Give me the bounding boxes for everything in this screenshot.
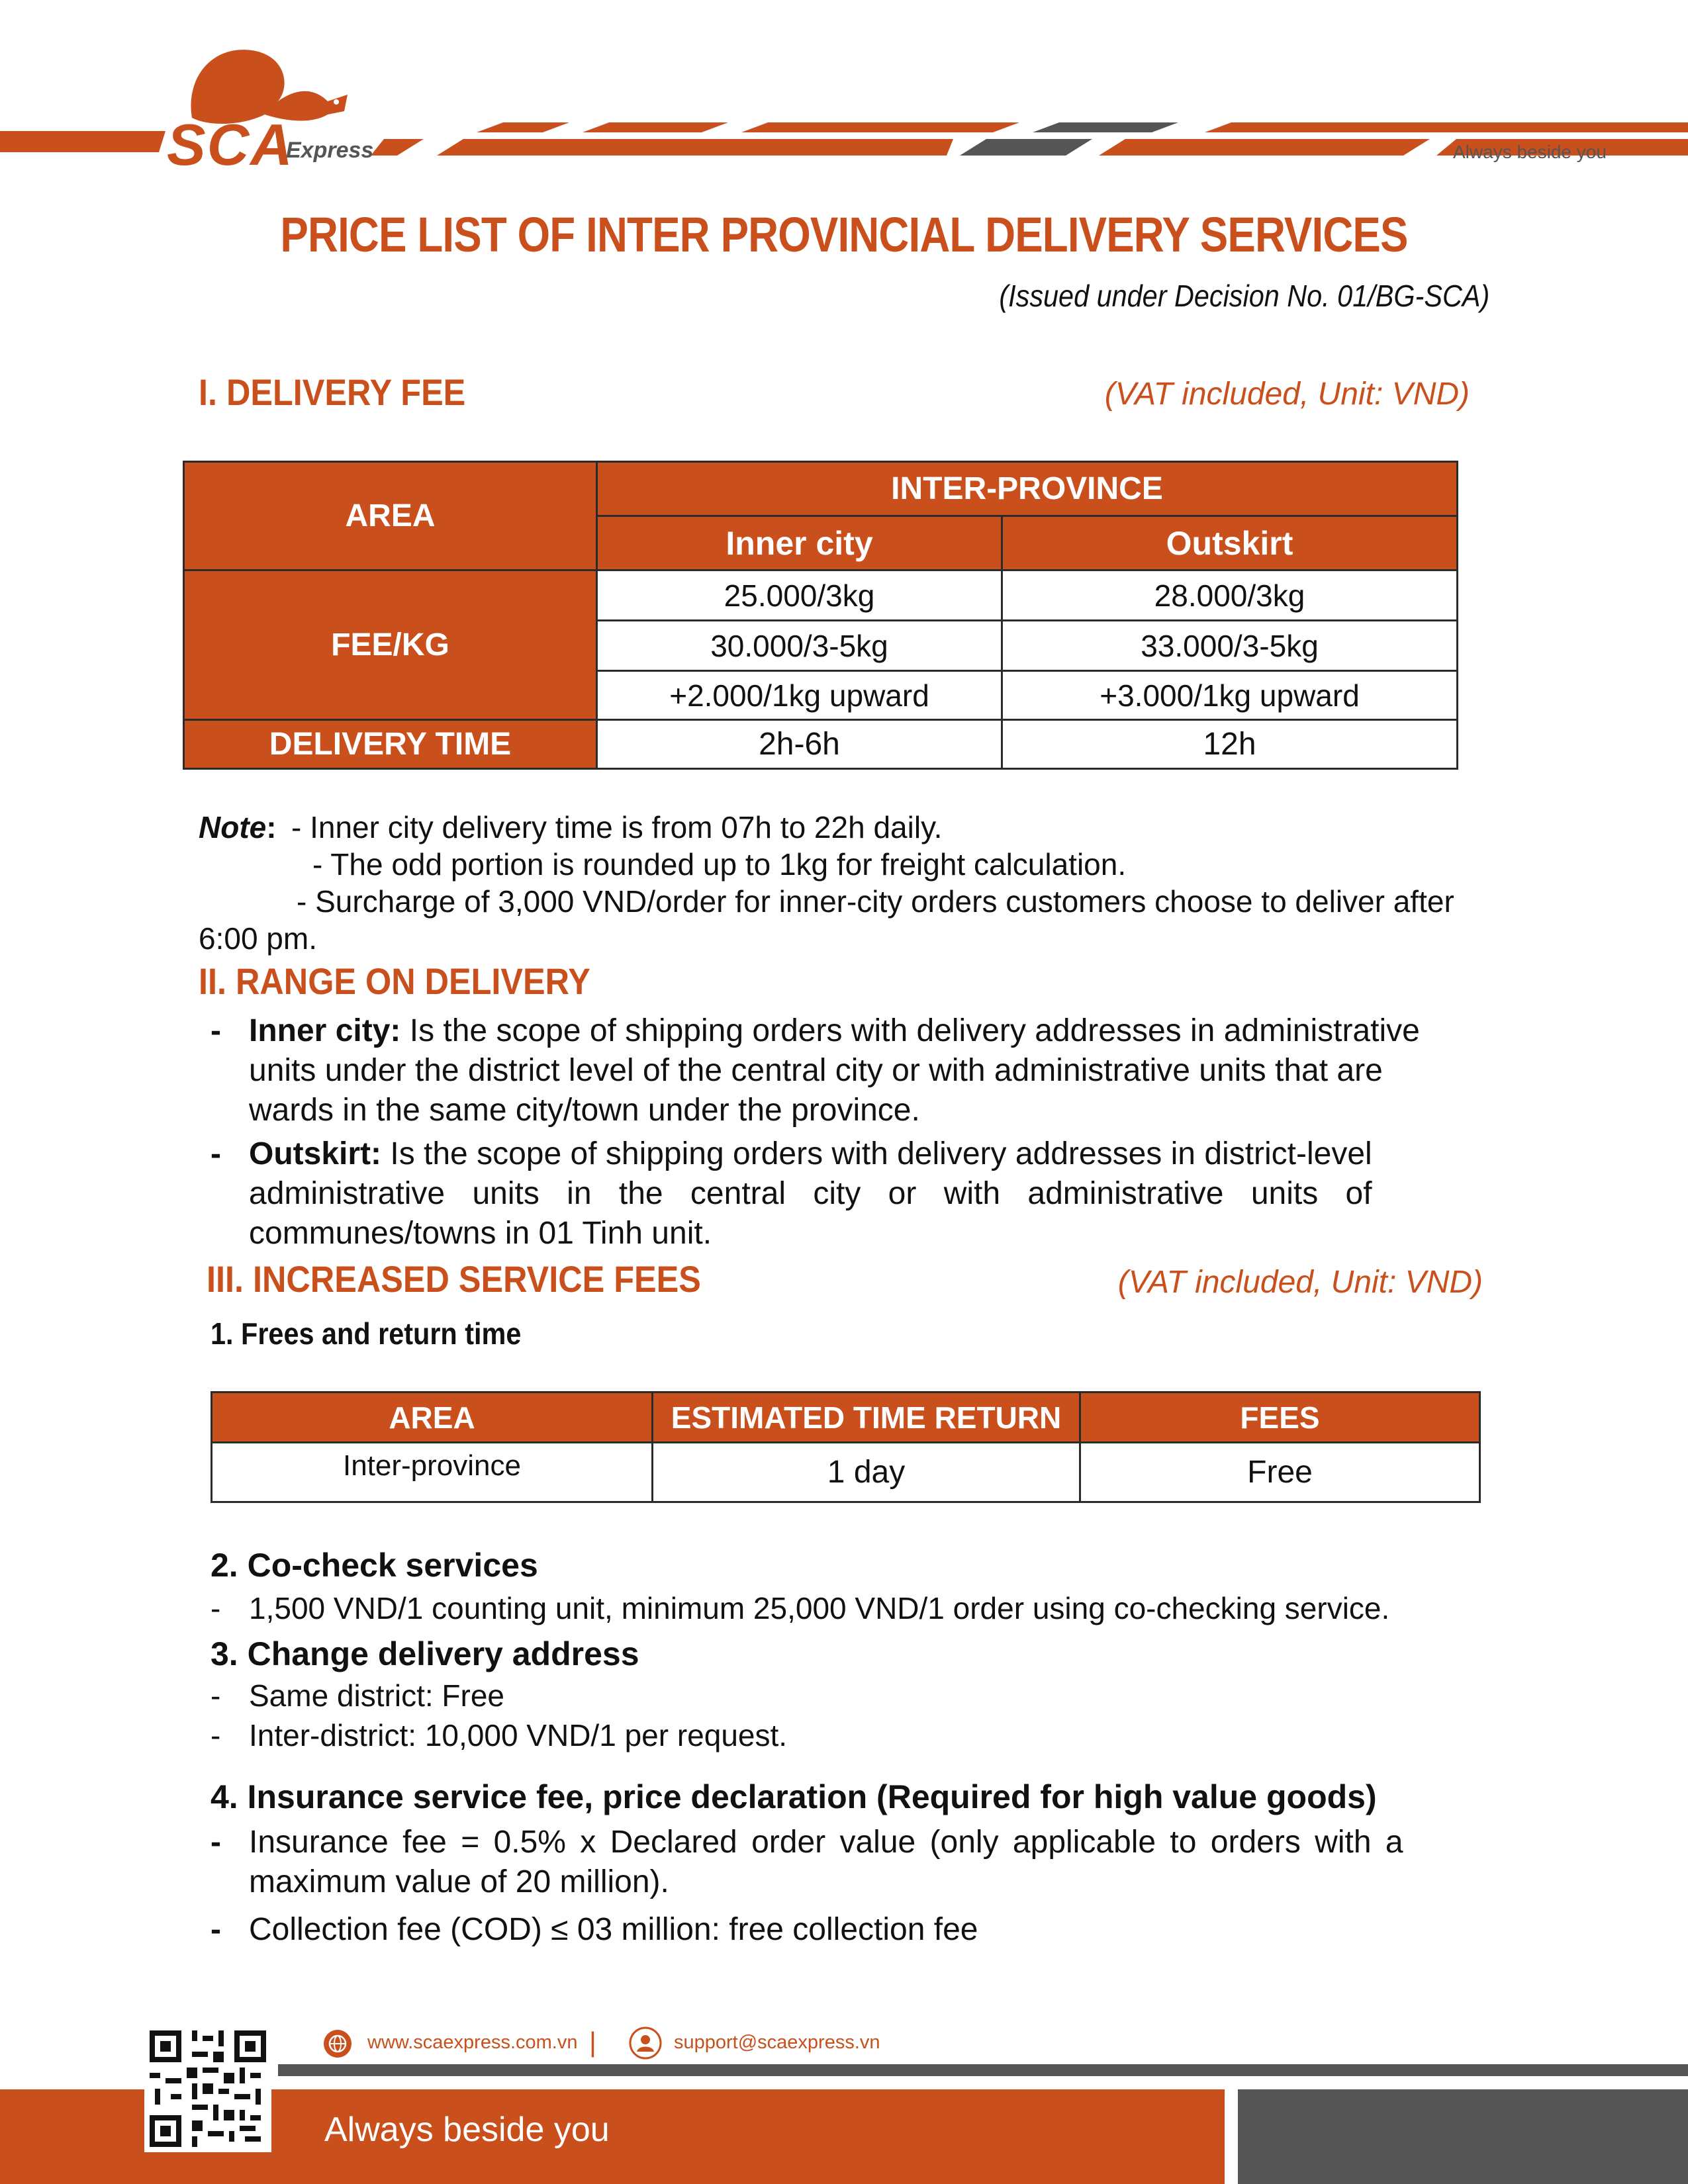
inner-city-header: Inner city xyxy=(597,516,1002,570)
inter-province-header: INTER-PROVINCE xyxy=(597,462,1458,516)
section3-heading: III. INCREASED SERVICE FEES xyxy=(207,1258,701,1300)
table-cell: 28.000/3kg xyxy=(1002,570,1458,621)
bullet-dash: - xyxy=(211,1136,221,1171)
notes: Note: - Inner city delivery time is from 07h to 22h daily. - The odd portion is rounded up to 1kg for freight calculation. - Surcharge of 3,000 VND/order for inner-city orders customers choose to deliver after 6:00 pm. xyxy=(199,807,1489,956)
fees-header: FEES xyxy=(1080,1392,1480,1443)
list-item: - Collection fee (COD) ≤ 03 million: free collection fee xyxy=(211,1912,978,1947)
time-return-header: ESTIMATED TIME RETURN xyxy=(653,1392,1080,1443)
section1-heading: I. DELIVERY FEE xyxy=(199,371,466,413)
list-item: - Same district: Free xyxy=(211,1678,504,1713)
separator: | xyxy=(589,2026,596,2058)
table-cell: 30.000/3-5kg xyxy=(597,621,1002,671)
header xyxy=(0,0,1688,179)
sub1-heading: 1. Frees and return time xyxy=(211,1316,522,1351)
note-line: 6:00 pm. xyxy=(199,921,317,956)
range-item: - Outskirt: Is the scope of shipping orders with delivery addresses in district-level administrative units in the central city or with administrative units of communes/towns in 01 Tinh unit. xyxy=(211,1134,1475,1253)
website-link[interactable]: www.scaexpress.com.vn xyxy=(367,2032,578,2053)
range-item: - Inner city: Is the scope of shipping orders with delivery addresses in administrative units under the district level of the central city or with administrative units that are wards in the same city/town under the province. xyxy=(211,1011,1475,1130)
sub3-heading: 3. Change delivery address xyxy=(211,1635,639,1672)
sub4-heading: 4. Insurance service fee, price declaration (Required for high value goods) xyxy=(211,1778,1377,1815)
note-line: - The odd portion is rounded up to 1kg for freight calculation. xyxy=(312,847,1127,882)
globe-icon xyxy=(323,2029,352,2058)
table-cell: +3.000/1kg upward xyxy=(1002,671,1458,720)
note-line: - Inner city delivery time is from 07h to 22h daily. xyxy=(291,810,943,844)
table-cell: 25.000/3kg xyxy=(597,570,1002,621)
note-line: - Surcharge of 3,000 VND/order for inner-city orders customers choose to deliver after xyxy=(297,884,1454,919)
section2-heading: II. RANGE ON DELIVERY xyxy=(199,960,590,1002)
note-label: Note xyxy=(199,810,267,844)
list-item: - Insurance fee = 0.5% x Declared order value (only applicable to orders with a maximum value of 20 million). xyxy=(211,1825,1403,1899)
list-item: - Inter-district: 10,000 VND/1 per request. xyxy=(211,1718,788,1752)
qr-code-icon xyxy=(144,2025,271,2152)
delivery-time-header: DELIVERY TIME xyxy=(184,720,597,769)
fee-kg-header: FEE/KG xyxy=(184,570,597,720)
table-cell: 1 day xyxy=(653,1443,1080,1502)
section3-unit-note: (VAT included, Unit: VND) xyxy=(1117,1265,1483,1300)
brand-logo: SCA xyxy=(167,112,294,177)
page-title: PRICE LIST OF INTER PROVINCIAL DELIVERY SERVICES xyxy=(280,207,1408,262)
sub2-heading: 2. Co-check services xyxy=(211,1547,538,1584)
table-cell: 12h xyxy=(1002,720,1458,769)
outskirt-header: Outskirt xyxy=(1002,516,1458,570)
table-cell: 33.000/3-5kg xyxy=(1002,621,1458,671)
area-header: AREA xyxy=(212,1392,653,1443)
header-slogan: Always beside you xyxy=(1453,142,1607,162)
area-header: AREA xyxy=(184,462,597,570)
bullet-dash: - xyxy=(211,1013,221,1048)
section1-unit-note: (VAT included, Unit: VND) xyxy=(1104,377,1470,412)
issued-note: (Issued under Decision No. 01/BG-SCA) xyxy=(999,279,1489,313)
support-user-icon xyxy=(629,2026,662,2060)
footer-slogan: Always beside you xyxy=(324,2111,610,2149)
delivery-fee-table xyxy=(183,461,1458,770)
list-item: - 1,500 VND/1 counting unit, minimum 25,000 VND/1 order using co-checking service. xyxy=(211,1591,1390,1625)
table-cell: +2.000/1kg upward xyxy=(597,671,1002,720)
email-link[interactable]: support@scaexpress.vn xyxy=(674,2032,880,2053)
footer-grey-block xyxy=(1238,2089,1688,2184)
footer-divider xyxy=(278,2064,1688,2076)
table-cell: 2h-6h xyxy=(597,720,1002,769)
return-table xyxy=(211,1391,1481,1503)
table-cell: Inter-province xyxy=(212,1443,653,1502)
brand-sub: Express xyxy=(286,138,374,163)
table-cell: Free xyxy=(1080,1443,1480,1502)
